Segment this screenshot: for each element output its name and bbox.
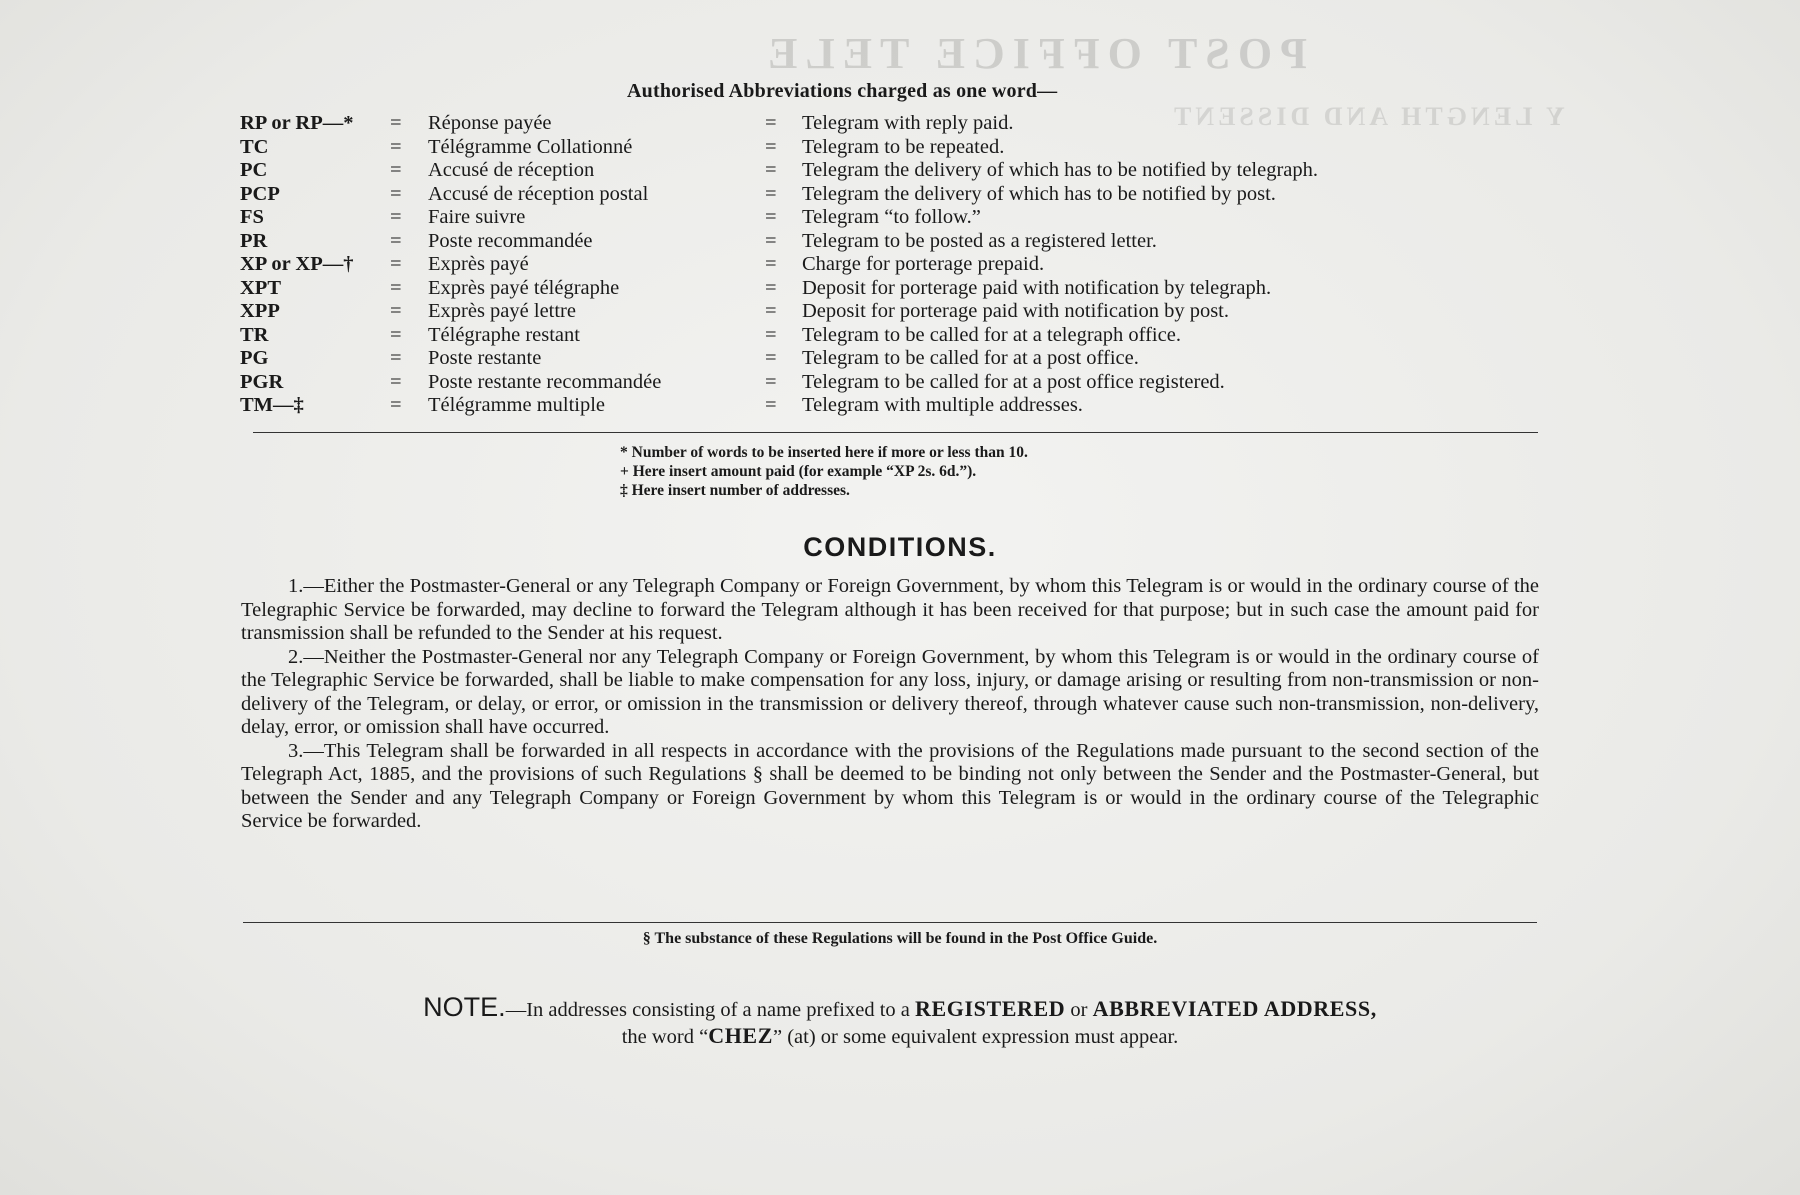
equals-sign: = — [390, 347, 402, 369]
equals-sign: = — [765, 323, 777, 346]
conditions-title: CONDITIONS. — [803, 532, 997, 562]
equals-sign: = — [765, 206, 777, 228]
abbreviation-row — [240, 183, 1490, 207]
english-meaning: Deposit for porterage paid with notification by telegraph. — [802, 276, 1272, 299]
equals-sign: = — [390, 135, 402, 158]
equals-sign: = — [765, 159, 777, 181]
abbreviation-row — [240, 300, 1490, 324]
equals-sign: = — [765, 253, 777, 275]
equals-sign: = — [390, 323, 402, 346]
abbreviation-row — [240, 253, 1490, 277]
english-meaning: Telegram to be called for at a post office registered. — [802, 370, 1225, 393]
table-divider — [253, 432, 1538, 433]
equals-sign: = — [390, 253, 402, 275]
abbreviation-code: TR — [240, 323, 269, 346]
french-term: Télégramme multiple — [428, 394, 606, 416]
equals-sign: = — [390, 159, 402, 181]
abbreviation-row — [240, 112, 1490, 136]
english-meaning: Telegram “to follow.” — [802, 206, 981, 228]
equals-sign: = — [390, 182, 402, 205]
french-term: Exprès payé — [428, 253, 529, 275]
abbreviation-row — [240, 230, 1490, 254]
address-note — [0, 992, 1800, 1050]
english-meaning: Telegram with multiple addresses. — [802, 394, 1083, 416]
abbreviation-code: XPT — [240, 276, 281, 299]
equals-sign: = — [765, 370, 777, 393]
show-through-heading: POST OFFICE TELE — [760, 29, 1307, 78]
abbreviation-row — [240, 324, 1490, 348]
abbreviation-row — [240, 136, 1490, 160]
english-meaning: Telegram with reply paid. — [802, 112, 1014, 134]
abbreviation-code: FS — [240, 206, 264, 228]
equals-sign: = — [765, 347, 777, 369]
abbreviation-code: PC — [240, 159, 268, 181]
abbreviation-code: XP or XP—† — [240, 253, 354, 275]
abbreviation-row — [240, 277, 1490, 301]
equals-sign: = — [765, 300, 777, 322]
show-through-subheading: Y LENGTH AND DISSENT — [1170, 102, 1565, 131]
equals-sign: = — [765, 112, 777, 134]
abbreviation-code: PR — [240, 229, 268, 252]
footnote-words: * Number of words to be inserted here if more or less than 10. — [620, 444, 1028, 461]
equals-sign: = — [390, 276, 402, 299]
equals-sign: = — [390, 370, 402, 393]
equals-sign: = — [765, 135, 777, 158]
french-term: Poste recommandée — [428, 229, 593, 252]
english-meaning: Deposit for porterage paid with notification by post. — [802, 300, 1229, 322]
footnote-amount: + Here insert amount paid (for example “XP 2s. 6d.”). — [620, 463, 977, 480]
french-term: Accusé de réception — [428, 159, 595, 181]
note-registered: REGISTERED — [915, 996, 1066, 1021]
abbreviation-row — [240, 371, 1490, 395]
note-text-2: the word “ — [621, 1026, 709, 1048]
french-term: Poste restante — [428, 347, 542, 369]
equals-sign: = — [390, 206, 402, 228]
french-term: Exprès payé télégraphe — [428, 276, 620, 299]
english-meaning: Telegram the delivery of which has to be notified by post. — [802, 182, 1276, 205]
equals-sign: = — [765, 276, 777, 299]
condition-2: 2.—Neither the Postmaster-General nor any Telegraph Company or Foreign Government, by whom this Telegram is or would in the ordinary course of the Telegraphic Service be forwarded, shall be liable to make compensation for any loss, injury, or damage arising or resulting from non-transmission or non-delivery of the Telegram, or delay, or error, or omission in the transmission or delivery thereof, through whatever cause such non-transmission, non-delivery, delay, error, or omission shall have occurred. — [241, 645, 1539, 738]
note-label: NOTE. — [423, 992, 506, 1022]
equals-sign: = — [390, 229, 402, 252]
regulations-note: § The substance of these Regulations will be found in the Post Office Guide. — [642, 930, 1158, 947]
abbreviation-row — [240, 347, 1490, 371]
abbreviations-heading: Authorised Abbreviations charged as one word— — [627, 80, 1058, 102]
footnote-addresses: ‡ Here insert number of addresses. — [620, 482, 850, 499]
equals-sign: = — [765, 229, 777, 252]
equals-sign: = — [390, 394, 402, 416]
abbreviation-code: PCP — [240, 182, 280, 205]
note-text-1: —In addresses consisting of a name prefixed to a — [505, 999, 915, 1021]
abbreviation-row — [240, 159, 1490, 183]
abbreviation-row — [240, 206, 1490, 230]
abbreviation-code: PG — [240, 347, 269, 369]
note-or: or — [1065, 999, 1093, 1021]
english-meaning: Telegram to be called for at a telegraph office. — [802, 323, 1181, 346]
abbreviation-code: RP or RP—* — [240, 112, 354, 134]
french-term: Accusé de réception postal — [428, 182, 649, 205]
english-meaning: Telegram to be repeated. — [802, 135, 1005, 158]
condition-3: 3.—This Telegram shall be forwarded in all respects in accordance with the provisions of the Regulations made pursuant to the second section of the Telegraph Act, 1885, and the provisions of such Regulations § shall be deemed to be binding not only between the Sender and the Postmaster-General, but between the Sender and any Telegraph Company or Foreign Government by whom this Telegram is or would in the ordinary course of the Telegraphic Service be forwarded. — [241, 739, 1539, 832]
french-term: Poste restante recommandée — [428, 370, 662, 393]
abbreviation-code: TM—‡ — [240, 394, 304, 416]
condition-1: 1.—Either the Postmaster-General or any Telegraph Company or Foreign Government, by whom this Telegram is or would in the ordinary course of the Telegraphic Service be forwarded, may decline to forward the Telegram although it has been received for that purpose; but in such case the amount paid for transmission shall be refunded to the Sender at his request. — [241, 575, 1539, 644]
abbreviations-table — [240, 112, 1490, 418]
english-meaning: Telegram the delivery of which has to be notified by telegraph. — [802, 159, 1319, 181]
english-meaning: Telegram to be called for at a post office. — [802, 347, 1139, 369]
english-meaning: Charge for porterage prepaid. — [802, 253, 1045, 275]
french-term: Télégramme Collationné — [428, 135, 633, 158]
equals-sign: = — [765, 182, 777, 205]
conditions-text — [241, 575, 1539, 834]
abbreviation-footnotes — [620, 443, 1028, 500]
french-term: Faire suivre — [428, 206, 526, 228]
abbreviation-code: TC — [240, 135, 269, 158]
french-term: Exprès payé lettre — [428, 300, 576, 322]
note-chez: CHEZ — [708, 1023, 773, 1048]
conditions-divider — [243, 922, 1537, 923]
abbreviation-code: XPP — [240, 300, 280, 322]
abbreviation-row — [240, 394, 1490, 418]
french-term: Réponse payée — [428, 112, 552, 134]
english-meaning: Telegram to be posted as a registered letter. — [802, 229, 1157, 252]
equals-sign: = — [390, 300, 402, 322]
french-term: Télégraphe restant — [428, 323, 580, 346]
equals-sign: = — [765, 394, 777, 416]
abbreviation-code: PGR — [240, 370, 284, 393]
note-text-3: ” (at) or some equivalent expression must appear. — [772, 1026, 1179, 1048]
note-abbreviated: ABBREVIATED ADDRESS, — [1092, 996, 1377, 1021]
equals-sign: = — [390, 112, 402, 134]
